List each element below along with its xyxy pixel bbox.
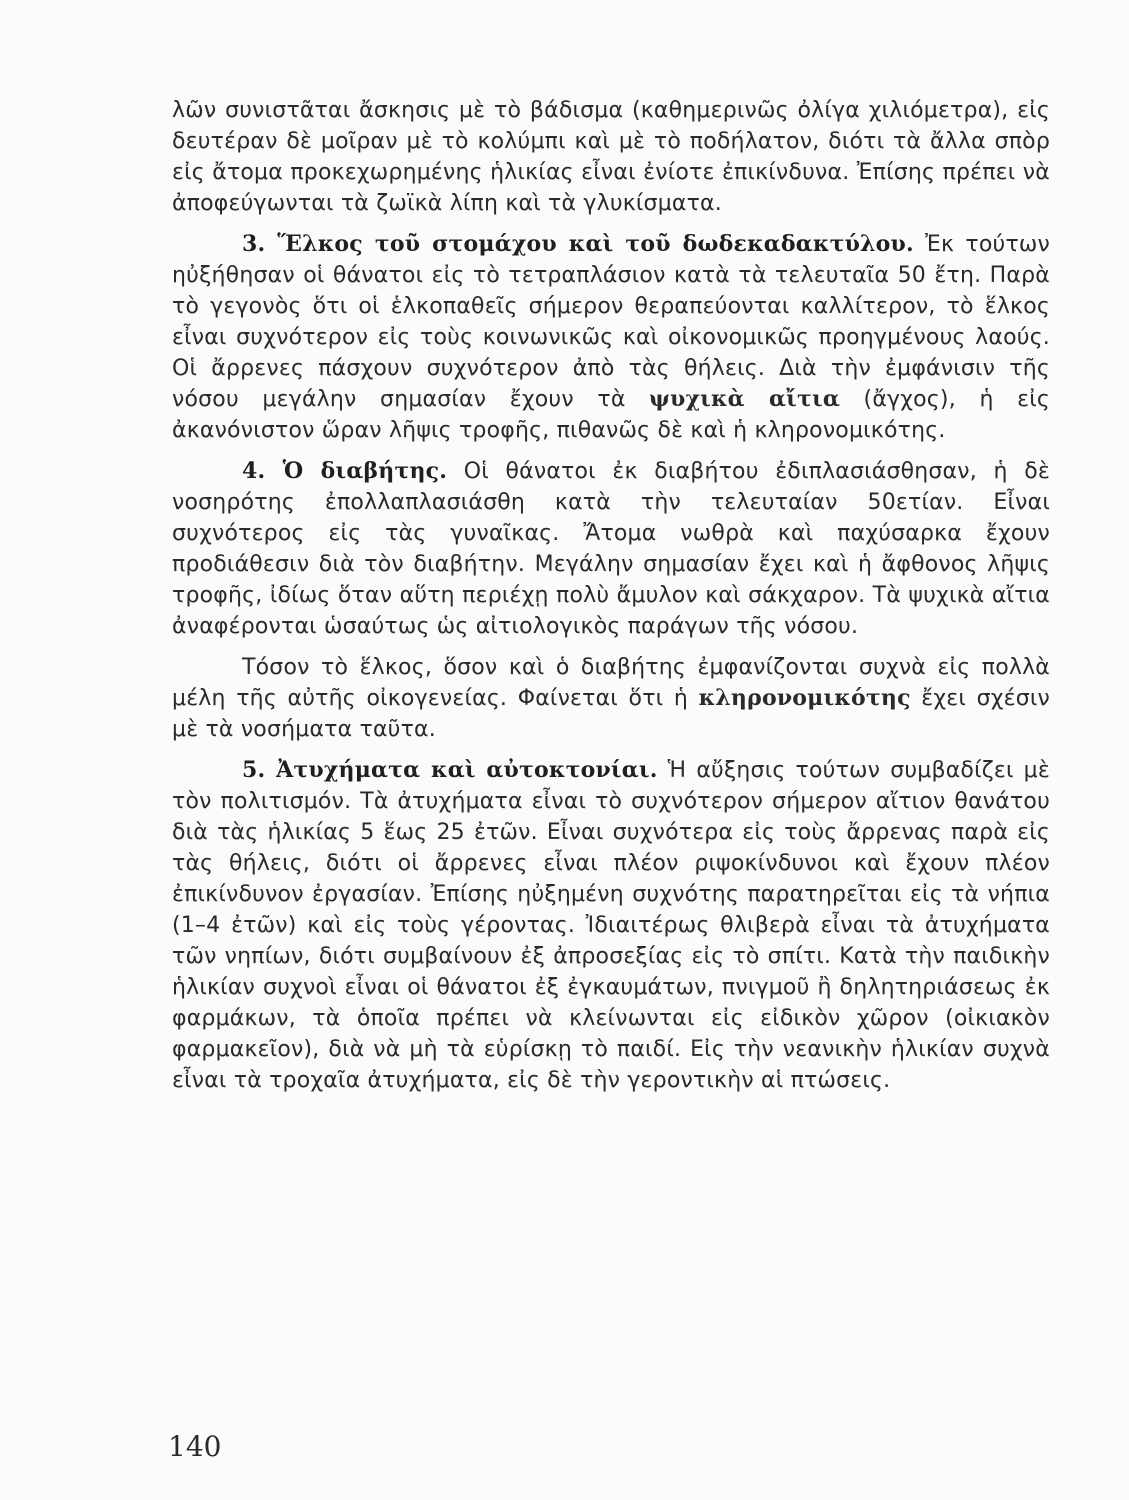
emphasis-heredity: κληρονομικότης [698,685,911,711]
page-number: 140 [168,1430,222,1463]
paragraph-diabetes [172,456,1050,642]
paragraph-text: Ἡ αὔξησις τούτων συμβαδίζει μὲ τὸν πολιτισμόν. Τὰ ἀτυχήματα εἶναι τὸ συχνότερον σήμερον αἴτιον θανάτου διὰ τὰς ἡλικίας 5 ἕως 25 ἐτῶν. Εἶναι συχνότερα εἰς τοὺς ἄρρενας παρὰ εἰς τὰς θήλεις, διότι οἱ ἄρρενες εἶναι πλέον ριψοκίνδυνοι καὶ ἔχουν πλέον ἐπικίνδυνον ἐργασίαν. Ἐπίσης ηὐξημένη συχνότης παρατηρεῖται εἰς τὰ νήπια (1–4 ἐτῶν) καὶ εἰς τοὺς γέροντας. Ἰδιαιτέρως θλιβερὰ εἶναι τὰ ἀτυχήματα τῶν νηπίων, διότι συμβαίνουν ἐξ ἀπροσεξίας εἰς τὸ σπίτι. Κατὰ τὴν παιδικὴν ἡλικίαν συχνοὶ εἶναι οἱ θάνατοι ἐξ ἐγκαυμάτων, πνιγμοῦ ἢ δηλητηριάσεως ἐκ φαρμάκων, τὰ ὁποῖα πρέπει νὰ κλείνωνται εἰς εἰδικὸν χῶρον (οἰκιακὸν φαρμακεῖον), διὰ νὰ μὴ τὰ εὑρίσκῃ τὸ παιδί. Εἰς τὴν νεανικὴν ἡλικίαν συχνὰ εἶναι τὰ τροχαῖα ἀτυχήματα, εἰς δὲ τὴν γεροντικὴν αἱ πτώσεις. [172,758,1050,1093]
paragraph-text: Οἱ θάνατοι ἐκ διαβήτου ἐδιπλασιάσθησαν, ἡ δὲ νοσηρότης ἐπολλαπλασιάσθη κατὰ τὴν τελευταίαν 50ετίαν. Εἶναι συχνότερος εἰς τὰς γυναῖκας. Ἄτομα νωθρὰ καὶ παχύσαρκα ἔχουν προδιάθεσιν διὰ τὸν διαβήτην. Μεγάλην σημασίαν ἔχει καὶ ἡ ἄφθονος λῆψις τροφῆς, ἰδίως ὅταν αὕτη περιέχῃ πολὺ ἄμυλον καὶ σάκχαρον. Τὰ ψυχικὰ αἴτια ἀναφέρονται ὡσαύτως ὡς αἰτιολογικὸς παράγων τῆς νόσου. [172,459,1050,639]
paragraph-accidents [172,755,1050,1096]
emphasis-psychic-causes: ψυχικὰ αἴτια [649,386,840,412]
paragraph-ulcer [172,229,1050,446]
section-heading-accidents: 5. Ἀτυχήματα καὶ αὐτοκτονίαι. [242,757,658,783]
paragraph-heredity [172,652,1050,745]
section-heading-diabetes: 4. Ὁ διαβήτης. [242,458,448,484]
paragraph-text: Ἐκ τούτων ηὐξήθησαν οἱ θάνατοι εἰς τὸ τετραπλάσιον κατὰ τὰ τελευταῖα 50 ἔτη. Παρὰ τὸ γεγονὸς ὅτι οἱ ἑλκοπαθεῖς σήμερον θεραπεύονται καλλίτερον, τὸ ἕλκος εἶναι συχνότερον εἰς τοὺς κοινωνικῶς καὶ οἰκονομικῶς προηγμένους λαούς. Οἱ ἄρρενες πάσχουν συχνότερον ἀπὸ τὰς θήλεις. Διὰ τὴν ἐμφάνισιν τῆς νόσου μεγάλην σημασίαν ἔχουν τὰ [172,232,1051,412]
page-body [172,95,1050,1106]
paragraph-text: Τόσον τὸ ἕλκος, ὅσον καὶ ὁ διαβήτης ἐμφανίζονται συχνὰ εἰς πολλὰ μέλη τῆς αὐτῆς οἰκογενείας. Φαίνεται ὅτι ἡ [172,655,1050,711]
paragraph-text: λῶν συνιστᾶται ἄσκησις μὲ τὸ βάδισμα (καθημερινῶς ὀλίγα χιλιόμετρα), εἰς δευτέραν δὲ μοῖραν μὲ τὸ κολύμπι καὶ μὲ τὸ ποδήλατον, διότι τὰ ἄλλα σπὸρ εἰς ἄτομα προκεχωρημένης ἡλικίας εἶναι ἐνίοτε ἐπικίνδυνα. Ἐπίσης πρέπει νὰ ἀποφεύγωνται τὰ ζωϊκὰ λίπη καὶ τὰ γλυκίσματα. [172,98,1050,216]
paragraph-text: (ἄγχος), ἡ εἰς ἀκανόνιστον ὥραν λῆψις τροφῆς, πιθανῶς δὲ καὶ ἡ κληρονομικότης. [172,387,1050,443]
section-heading-ulcer: 3. Ἕλκος τοῦ στομάχου καὶ τοῦ δωδεκαδακτύλου. [242,231,914,257]
paragraph-exercise [172,95,1050,219]
paragraph-text: ἔχει σχέσιν μὲ τὰ νοσήματα ταῦτα. [172,686,1051,742]
